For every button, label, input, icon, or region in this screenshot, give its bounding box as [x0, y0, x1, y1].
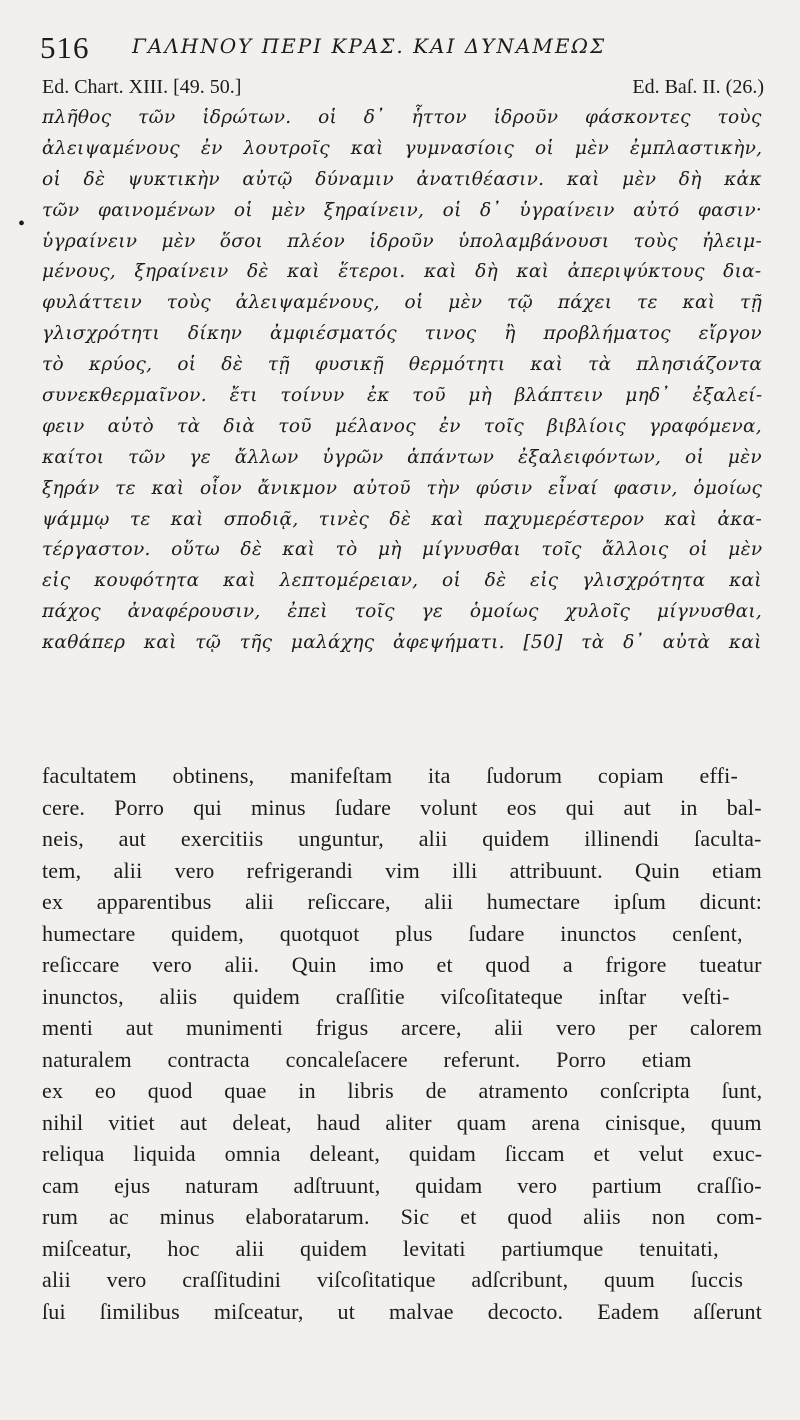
- latin-text-line: cere. Porro qui minus ſudare volunt eos qui aut in bal-: [42, 794, 762, 820]
- greek-text-line: εἰς κουφότητα καὶ λεπτομέρειαν, οἱ δὲ εἰς γλισχρότητα καὶ: [42, 570, 762, 592]
- edition-reference-line: [42, 76, 764, 102]
- greek-text-block: [42, 103, 764, 659]
- latin-text-line: naturalem contracta concaleſacere referunt. Porro etiam: [42, 1046, 692, 1072]
- greek-text-line: συνεκθερμαῖνον. ἔτι τοίνυν ἐκ τοῦ μὴ βλάπτειν μηδ᾽ ἐξαλεί-: [42, 385, 763, 407]
- latin-text-line: ſui ſimilibus miſceatur, ut malvae decocto. Eadem aſſerunt: [42, 1298, 763, 1324]
- greek-text-line: φειν αὐτὸ τὰ διὰ τοῦ μέλανος ἐν τοῖς βιβλίοις γραφόμενα,: [42, 415, 762, 437]
- latin-text-line: ex apparentibus alii reſiccare, alii humectare ipſum dicunt:: [42, 889, 763, 914]
- edition-chartier-reference: Ed. Chart. XIII. [49. 50.]: [42, 76, 242, 98]
- greek-text-line: τὸ κρύος, οἱ δὲ τῇ φυσικῇ θερμότητι καὶ τὰ πλησιάζοντα: [42, 354, 763, 376]
- latin-text-line: menti aut munimenti frigus arcere, alii vero per calorem: [42, 1015, 763, 1040]
- greek-text-line: φυλάττειν τοὺς ἀλειψαμένους, οἱ μὲν τῷ πάχει τε καὶ τῇ: [42, 292, 762, 314]
- greek-text-line: ἀλειψαμένους ἐν λουτροῖς καὶ γυμνασίοις οἱ μὲν ἐμπλαστικὴν,: [42, 137, 763, 159]
- greek-text-line: καίτοι τῶν γε ἄλλων ὑγρῶν ἁπάντων ἐξαλειφόντων, οἱ μὲν: [42, 446, 762, 468]
- greek-text-line: καθάπερ καὶ τῷ τῆς μαλάχης ἀφεψήματι. [50] τὰ δ᾽ αὐτὰ καὶ: [42, 632, 762, 654]
- edition-basel-reference: Ed. Baſ. II. (26.): [632, 76, 764, 98]
- latin-text-line: reſiccare vero alii. Quin imo et quod a frigore tueatur: [42, 952, 762, 977]
- latin-text-line: tem, alii vero refrigerandi vim illi attribuunt. Quin etiam: [42, 857, 762, 883]
- latin-text-line: miſceatur, hoc alii quidem levitati partiumque tenuitati,: [42, 1235, 719, 1261]
- latin-translation-block: [42, 760, 764, 1327]
- latin-text-line: facultatem obtinens, manifeſtam ita ſudorum copiam effi-: [42, 763, 739, 788]
- latin-text-line: rum ac minus elaboratarum. Sic et quod aliis non com-: [42, 1204, 763, 1229]
- greek-text-line: ξηράν τε καὶ οἷον ἄνικμον αὐτοῦ τὴν φύσιν εἶναί φασιν, ὁμοίως: [42, 477, 763, 499]
- greek-text-line: ψάμμῳ τε καὶ σποδιᾷ, τινὲς δὲ καὶ παχυμερέστερον καὶ ἀκα-: [42, 508, 763, 530]
- latin-text-line: reliqua liquida omnia deleant, quidam ſiccam et velut exuc-: [42, 1141, 763, 1166]
- latin-text-line: humectare quidem, quotquot plus ſudare inunctos cenſent,: [42, 920, 743, 946]
- latin-text-line: ex eo quod quae in libris de atramento conſcripta ſunt,: [42, 1078, 763, 1103]
- page-number: 516: [40, 30, 90, 65]
- running-title: ΓΑΛΗΝΟΥ ΠΕΡΙ ΚΡΑΣ. ΚΑΙ ΔΥΝΑΜΕΩΣ: [132, 34, 607, 58]
- greek-text-line: μένους, ξηραίνειν δὲ καὶ ἕτεροι. καὶ δὴ καὶ ἀπεριψύκτους δια-: [42, 261, 762, 283]
- latin-text-line: inunctos, aliis quidem craſſitie viſcoſitateque inſtar veſti-: [42, 983, 730, 1009]
- greek-text-line: γλισχρότητι δίκην ἀμφιέσματός τινος ἢ προβλήματος εἴργον: [42, 323, 762, 345]
- greek-text-line: οἱ δὲ ψυκτικὴν αὐτῷ δύναμιν ἀνατιθέασιν. καὶ μὲν δὴ κἀκ: [42, 168, 762, 190]
- running-head: [40, 26, 760, 66]
- latin-text-line: cam ejus naturam adſtruunt, quidam vero partium craſſio-: [42, 1172, 762, 1198]
- latin-text-line: neis, aut exercitiis unguntur, alii quidem illinendi ſaculta-: [42, 826, 762, 851]
- greek-text-line: πλῆθος τῶν ἱδρώτων. οἱ δ᾽ ἧττον ἱδροῦν φάσκοντες τοὺς: [42, 107, 762, 128]
- latin-text-line: alii vero craſſitudini viſcoſitatique adſcribunt, quum ſuccis: [42, 1267, 744, 1292]
- greek-text-line: τῶν φαινομένων οἱ μὲν ξηραίνειν, οἱ δ᾽ ὑγραίνειν αὐτό φασιν·: [42, 199, 763, 221]
- margin-mark: •: [18, 213, 26, 235]
- greek-text-line: πάχος ἀναφέρουσιν, ἐπεὶ τοῖς γε ὁμοίως χυλοῖς μίγνυσθαι,: [42, 601, 763, 623]
- latin-text-line: nihil vitiet aut deleat, haud aliter quam arena cinisque, quum: [42, 1109, 762, 1135]
- greek-text-line: ὑγραίνειν μὲν ὅσοι πλέον ἱδροῦν ὑπολαμβάνουσι τοὺς ἠλειμ-: [42, 230, 763, 252]
- greek-text-line: τέργαστον. οὕτω δὲ καὶ τὸ μὴ μίγνυσθαι τοῖς ἄλλοις οἱ μὲν: [42, 539, 763, 561]
